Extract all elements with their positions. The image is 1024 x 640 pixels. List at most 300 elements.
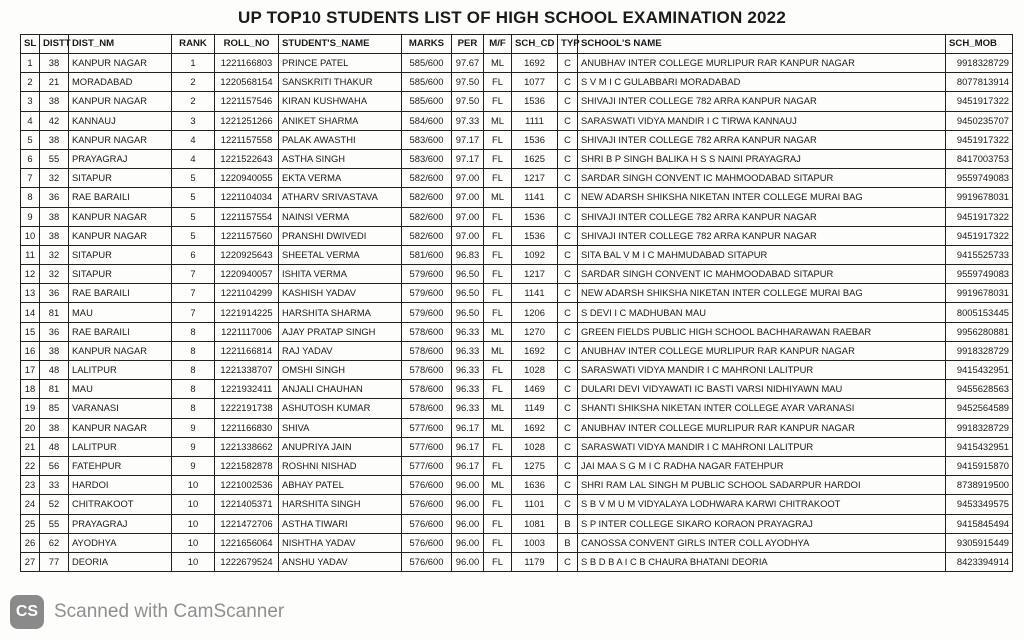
table-row [21, 207, 1013, 226]
table-cell: 9451917322 [946, 130, 1013, 149]
table-cell: 3 [21, 92, 40, 111]
column-header: MARKS [402, 35, 452, 54]
table-cell: 582/600 [402, 188, 452, 207]
table-cell: ANIKET SHARMA [279, 111, 402, 130]
table-cell: 578/600 [402, 322, 452, 341]
table-cell: B [558, 514, 578, 533]
table-cell: ANJALI CHAUHAN [279, 380, 402, 399]
table-cell: 10 [21, 226, 40, 245]
table-cell: 96.00 [452, 514, 484, 533]
table-cell: C [558, 73, 578, 92]
table-cell: FATEHPUR [69, 456, 172, 475]
table-cell: PRINCE PATEL [279, 54, 402, 73]
table-cell: RAJ YADAV [279, 341, 402, 360]
table-cell: 9305915449 [946, 533, 1013, 552]
table-cell: FL [484, 149, 512, 168]
table-cell: 576/600 [402, 495, 452, 514]
table-cell: 96.33 [452, 322, 484, 341]
table-cell: C [558, 361, 578, 380]
table-cell: 1081 [512, 514, 558, 533]
table-cell: PRAYAGRAJ [69, 149, 172, 168]
table-cell: 1003 [512, 533, 558, 552]
table-cell: 8 [172, 361, 215, 380]
table-cell: KANPUR NAGAR [69, 130, 172, 149]
table-cell: 576/600 [402, 514, 452, 533]
table-cell: 6 [21, 149, 40, 168]
table-cell: 10 [172, 552, 215, 571]
column-header: TYP [558, 35, 578, 54]
table-cell: 11 [21, 245, 40, 264]
table-cell: 96.17 [452, 418, 484, 437]
table-cell: 579/600 [402, 265, 452, 284]
table-cell: FL [484, 533, 512, 552]
table-cell: 1221251266 [215, 111, 279, 130]
table-cell: 578/600 [402, 361, 452, 380]
table-cell: 1141 [512, 284, 558, 303]
table-row [21, 73, 1013, 92]
table-cell: 21 [40, 73, 69, 92]
table-cell: 2 [172, 73, 215, 92]
table-cell: C [558, 341, 578, 360]
table-cell: 96.50 [452, 265, 484, 284]
table-cell: SHRI RAM LAL SINGH M PUBLIC SCHOOL SADARPUR HARDOI [578, 476, 946, 495]
table-cell: SHIVA [279, 418, 402, 437]
table-cell: 96.00 [452, 476, 484, 495]
table-cell: 36 [40, 188, 69, 207]
table-cell: 12 [21, 265, 40, 284]
table-cell: FL [484, 380, 512, 399]
column-header: DISTT [40, 35, 69, 54]
column-header: STUDENT'S_NAME [279, 35, 402, 54]
table-cell: GREEN FIELDS PUBLIC HIGH SCHOOL BACHHARAWAN RAEBAR [578, 322, 946, 341]
table-cell: RAE BARAILI [69, 322, 172, 341]
table-cell: 1221166830 [215, 418, 279, 437]
table-cell: 1221522643 [215, 149, 279, 168]
table-cell: NAINSI VERMA [279, 207, 402, 226]
table-cell: 9455628563 [946, 380, 1013, 399]
table-cell: FL [484, 303, 512, 322]
table-cell: ML [484, 476, 512, 495]
table-cell: C [558, 149, 578, 168]
table-cell: ANUBHAV INTER COLLEGE MURLIPUR RAR KANPUR NAGAR [578, 54, 946, 73]
table-cell: C [558, 207, 578, 226]
table-cell: C [558, 284, 578, 303]
table-cell: ML [484, 188, 512, 207]
table-row [21, 341, 1013, 360]
table-cell: 38 [40, 92, 69, 111]
table-row [21, 322, 1013, 341]
table-cell: KANPUR NAGAR [69, 54, 172, 73]
table-cell: 85 [40, 399, 69, 418]
table-cell: SANSKRITI THAKUR [279, 73, 402, 92]
table-cell: 9 [21, 207, 40, 226]
table-row [21, 476, 1013, 495]
table-cell: 1028 [512, 437, 558, 456]
table-cell: C [558, 245, 578, 264]
table-cell: SHEETAL VERMA [279, 245, 402, 264]
table-cell: 96.17 [452, 456, 484, 475]
table-cell: FL [484, 495, 512, 514]
table-cell: KANPUR NAGAR [69, 207, 172, 226]
table-cell: 81 [40, 380, 69, 399]
table-cell: 9453349575 [946, 495, 1013, 514]
table-cell: ML [484, 54, 512, 73]
table-cell: 577/600 [402, 456, 452, 475]
table-cell: 97.50 [452, 92, 484, 111]
column-header: SCH_MOB [946, 35, 1013, 54]
table-cell: FL [484, 130, 512, 149]
table-cell: 1221582878 [215, 456, 279, 475]
table-cell: ANUBHAV INTER COLLEGE MURLIPUR RAR KANPUR NAGAR [578, 341, 946, 360]
table-cell: 9452564589 [946, 399, 1013, 418]
table-cell: SARASWATI VIDYA MANDIR I C MAHRONI LALITPUR [578, 437, 946, 456]
table-cell: SARASWATI VIDYA MANDIR I C TIRWA KANNAUJ [578, 111, 946, 130]
table-cell: 97.67 [452, 54, 484, 73]
table-cell: 36 [40, 322, 69, 341]
table-cell: 578/600 [402, 399, 452, 418]
column-header: RANK [172, 35, 215, 54]
table-cell: FL [484, 456, 512, 475]
table-cell: KIRAN KUSHWAHA [279, 92, 402, 111]
table-cell: ML [484, 341, 512, 360]
table-cell: 96.50 [452, 284, 484, 303]
column-header: DIST_NM [69, 35, 172, 54]
table-cell: 1221166814 [215, 341, 279, 360]
table-cell: 14 [21, 303, 40, 322]
table-cell: 1179 [512, 552, 558, 571]
table-row [21, 418, 1013, 437]
table-cell: 38 [40, 207, 69, 226]
table-cell: 1206 [512, 303, 558, 322]
page-title: UP TOP10 STUDENTS LIST OF HIGH SCHOOL EXAMINATION 2022 [238, 8, 786, 27]
table-row [21, 303, 1013, 322]
table-cell: 1149 [512, 399, 558, 418]
table-cell: 1636 [512, 476, 558, 495]
table-cell: ASHUTOSH KUMAR [279, 399, 402, 418]
table-cell: HARDOI [69, 476, 172, 495]
table-cell: ABHAY PATEL [279, 476, 402, 495]
table-cell: 9415845494 [946, 514, 1013, 533]
table-cell: KANPUR NAGAR [69, 226, 172, 245]
table-cell: 1101 [512, 495, 558, 514]
table-cell: 582/600 [402, 169, 452, 188]
table-cell: C [558, 130, 578, 149]
table-cell: S V M I C GULABBARI MORADABAD [578, 73, 946, 92]
table-cell: 10 [172, 476, 215, 495]
table-row [21, 92, 1013, 111]
column-header: M/F [484, 35, 512, 54]
table-cell: 1536 [512, 130, 558, 149]
table-cell: 583/600 [402, 130, 452, 149]
table-cell: 1221117006 [215, 322, 279, 341]
table-cell: SARDAR SINGH CONVENT IC MAHMOODABAD SITAPUR [578, 265, 946, 284]
table-row [21, 495, 1013, 514]
table-row [21, 226, 1013, 245]
table-cell: 8417003753 [946, 149, 1013, 168]
table-cell: 5 [172, 207, 215, 226]
table-cell: 36 [40, 284, 69, 303]
table-row [21, 380, 1013, 399]
table-cell: FL [484, 73, 512, 92]
table-cell: 2 [21, 73, 40, 92]
table-cell: C [558, 399, 578, 418]
column-header: PER [452, 35, 484, 54]
table-cell: 578/600 [402, 380, 452, 399]
table-cell: 27 [21, 552, 40, 571]
table-cell: ISHITA VERMA [279, 265, 402, 284]
table-cell: 1692 [512, 341, 558, 360]
table-cell: 22 [21, 456, 40, 475]
table-row [21, 111, 1013, 130]
table-cell: KASHISH YADAV [279, 284, 402, 303]
table-cell: 9919678031 [946, 188, 1013, 207]
table-cell: 1221656064 [215, 533, 279, 552]
table-cell: NEW ADARSH SHIKSHA NIKETAN INTER COLLEGE MURAI BAG [578, 284, 946, 303]
table-cell: 55 [40, 149, 69, 168]
table-cell: 8 [172, 399, 215, 418]
table-cell: NEW ADARSH SHIKSHA NIKETAN INTER COLLEGE MURAI BAG [578, 188, 946, 207]
table-cell: 9 [172, 456, 215, 475]
table-cell: 97.50 [452, 73, 484, 92]
table-cell: FL [484, 437, 512, 456]
table-cell: 33 [40, 476, 69, 495]
table-cell: 23 [21, 476, 40, 495]
table-cell: 5 [21, 130, 40, 149]
table-cell: 576/600 [402, 533, 452, 552]
table-cell: CANOSSA CONVENT GIRLS INTER COLL AYODHYA [578, 533, 946, 552]
table-cell: NISHTHA YADAV [279, 533, 402, 552]
table-cell: ML [484, 399, 512, 418]
table-cell: 97.33 [452, 111, 484, 130]
table-cell: 1217 [512, 169, 558, 188]
table-cell: 38 [40, 341, 69, 360]
table-cell: 9 [172, 418, 215, 437]
table-cell: 96.50 [452, 303, 484, 322]
table-cell: ANUBHAV INTER COLLEGE MURLIPUR RAR KANPUR NAGAR [578, 418, 946, 437]
table-cell: 10 [172, 495, 215, 514]
table-cell: FL [484, 552, 512, 571]
table-cell: 5 [172, 169, 215, 188]
table-cell: 96.17 [452, 437, 484, 456]
table-cell: 55 [40, 514, 69, 533]
table-cell: C [558, 54, 578, 73]
table-row [21, 533, 1013, 552]
table-cell: 9451917322 [946, 226, 1013, 245]
table-cell: 578/600 [402, 341, 452, 360]
table-cell: C [558, 92, 578, 111]
table-cell: ML [484, 418, 512, 437]
table-cell: FL [484, 207, 512, 226]
table-cell: 9559749083 [946, 265, 1013, 284]
table-cell: FL [484, 226, 512, 245]
table-cell: 9450235707 [946, 111, 1013, 130]
table-cell: 2 [172, 92, 215, 111]
table-cell: 1221002536 [215, 476, 279, 495]
table-cell: 9 [172, 437, 215, 456]
table-cell: PALAK AWASTHI [279, 130, 402, 149]
table-cell: 7 [172, 284, 215, 303]
table-cell: MAU [69, 303, 172, 322]
table-cell: 18 [21, 380, 40, 399]
table-cell: 10 [172, 514, 215, 533]
table-cell: 97.17 [452, 149, 484, 168]
table-cell: 1692 [512, 54, 558, 73]
table-row [21, 552, 1013, 571]
table-row [21, 149, 1013, 168]
table-cell: 1221157554 [215, 207, 279, 226]
table-row [21, 399, 1013, 418]
table-cell: C [558, 303, 578, 322]
table-cell: 38 [40, 226, 69, 245]
table-cell: B [558, 533, 578, 552]
table-cell: 13 [21, 284, 40, 303]
table-cell: 581/600 [402, 245, 452, 264]
table-cell: 1077 [512, 73, 558, 92]
table-cell: MORADABAD [69, 73, 172, 92]
table-cell: 1220940057 [215, 265, 279, 284]
table-cell: 9415432951 [946, 437, 1013, 456]
table-cell: ANSHU YADAV [279, 552, 402, 571]
table-cell: SITAPUR [69, 265, 172, 284]
table-cell: 9415915870 [946, 456, 1013, 475]
table-cell: 15 [21, 322, 40, 341]
table-cell: FL [484, 169, 512, 188]
table-cell: 582/600 [402, 226, 452, 245]
table-cell: 19 [21, 399, 40, 418]
table-cell: 1092 [512, 245, 558, 264]
table-cell: 97.00 [452, 169, 484, 188]
table-cell: C [558, 226, 578, 245]
table-cell: C [558, 552, 578, 571]
table-cell: 1275 [512, 456, 558, 475]
table-cell: 1536 [512, 207, 558, 226]
table-cell: 17 [21, 361, 40, 380]
table-cell: SHANTI SHIKSHA NIKETAN INTER COLLEGE AYAR VARANASI [578, 399, 946, 418]
table-cell: 7 [172, 303, 215, 322]
table-cell: KANNAUJ [69, 111, 172, 130]
table-cell: 1469 [512, 380, 558, 399]
table-cell: 38 [40, 130, 69, 149]
table-cell: SHIVAJI INTER COLLEGE 782 ARRA KANPUR NAGAR [578, 130, 946, 149]
table-cell: 1221405371 [215, 495, 279, 514]
table-cell: 582/600 [402, 207, 452, 226]
table-cell: 1222191738 [215, 399, 279, 418]
table-cell: 32 [40, 245, 69, 264]
table-row [21, 188, 1013, 207]
table-cell: C [558, 456, 578, 475]
column-header: SCHOOL'S NAME [578, 35, 946, 54]
table-cell: 8423394914 [946, 552, 1013, 571]
table-row [21, 284, 1013, 303]
table-cell: 9451917322 [946, 92, 1013, 111]
table-cell: 7 [21, 169, 40, 188]
table-cell: JAI MAA S G M I C RADHA NAGAR FATEHPUR [578, 456, 946, 475]
table-cell: C [558, 265, 578, 284]
table-cell: ML [484, 111, 512, 130]
table-cell: 16 [21, 341, 40, 360]
table-cell: 8738919500 [946, 476, 1013, 495]
table-row [21, 54, 1013, 73]
table-cell: 1028 [512, 361, 558, 380]
table-cell: FL [484, 514, 512, 533]
table-cell: 96.83 [452, 245, 484, 264]
table-cell: VARANASI [69, 399, 172, 418]
table-cell: 1220940055 [215, 169, 279, 188]
table-cell: 10 [172, 533, 215, 552]
table-cell: 8 [21, 188, 40, 207]
table-cell: SARDAR SINGH CONVENT IC MAHMOODABAD SITAPUR [578, 169, 946, 188]
table-row [21, 265, 1013, 284]
table-cell: S P INTER COLLEGE SIKARO KORAON PRAYAGRAJ [578, 514, 946, 533]
table-cell: KANPUR NAGAR [69, 92, 172, 111]
table-cell: 5 [172, 226, 215, 245]
table-cell: 42 [40, 111, 69, 130]
table-cell: 9918328729 [946, 418, 1013, 437]
table-cell: 5 [172, 188, 215, 207]
table-cell: 38 [40, 418, 69, 437]
table-cell: 1217 [512, 265, 558, 284]
table-cell: 96.00 [452, 552, 484, 571]
table-cell: 8 [172, 341, 215, 360]
table-cell: C [558, 188, 578, 207]
table-cell: 9559749083 [946, 169, 1013, 188]
table-cell: 1221104034 [215, 188, 279, 207]
table-row [21, 169, 1013, 188]
table-cell: 1 [172, 54, 215, 73]
table-cell: 585/600 [402, 92, 452, 111]
table-cell: 9918328729 [946, 54, 1013, 73]
table-cell: 583/600 [402, 149, 452, 168]
table-cell: C [558, 476, 578, 495]
table-cell: 52 [40, 495, 69, 514]
table-cell: 48 [40, 437, 69, 456]
table-cell: 20 [21, 418, 40, 437]
table-cell: ANUPRIYA JAIN [279, 437, 402, 456]
table-cell: 7 [172, 265, 215, 284]
table-cell: 1221157560 [215, 226, 279, 245]
table-cell: S B D B A I C B CHAURA BHATANI DEORIA [578, 552, 946, 571]
table-cell: 1111 [512, 111, 558, 130]
table-cell: 1221914225 [215, 303, 279, 322]
table-cell: OMSHI SINGH [279, 361, 402, 380]
table-cell: 4 [172, 149, 215, 168]
table-cell: ASTHA SINGH [279, 149, 402, 168]
table-cell: 1141 [512, 188, 558, 207]
table-cell: SHIVAJI INTER COLLEGE 782 ARRA KANPUR NAGAR [578, 207, 946, 226]
table-cell: 6 [172, 245, 215, 264]
table-cell: DULARI DEVI VIDYAWATI IC BASTI VARSI NIDHIYAWN MAU [578, 380, 946, 399]
table-cell: S DEVI I C MADHUBAN MAU [578, 303, 946, 322]
table-cell: 1221338662 [215, 437, 279, 456]
table-cell: 3 [172, 111, 215, 130]
table-cell: KANPUR NAGAR [69, 418, 172, 437]
table-cell: C [558, 322, 578, 341]
table-cell: ASTHA TIWARI [279, 514, 402, 533]
table-cell: 9415432951 [946, 361, 1013, 380]
table-cell: 21 [21, 437, 40, 456]
table-cell: 97.00 [452, 226, 484, 245]
table-cell: 24 [21, 495, 40, 514]
table-cell: 1221932411 [215, 380, 279, 399]
table-cell: 1221166803 [215, 54, 279, 73]
table-body [21, 54, 1013, 572]
table-cell: HARSHITA SHARMA [279, 303, 402, 322]
table-cell: 77 [40, 552, 69, 571]
table-cell: 585/600 [402, 73, 452, 92]
column-header: SL [21, 35, 40, 54]
table-cell: 97.00 [452, 188, 484, 207]
table-cell: 1221472706 [215, 514, 279, 533]
